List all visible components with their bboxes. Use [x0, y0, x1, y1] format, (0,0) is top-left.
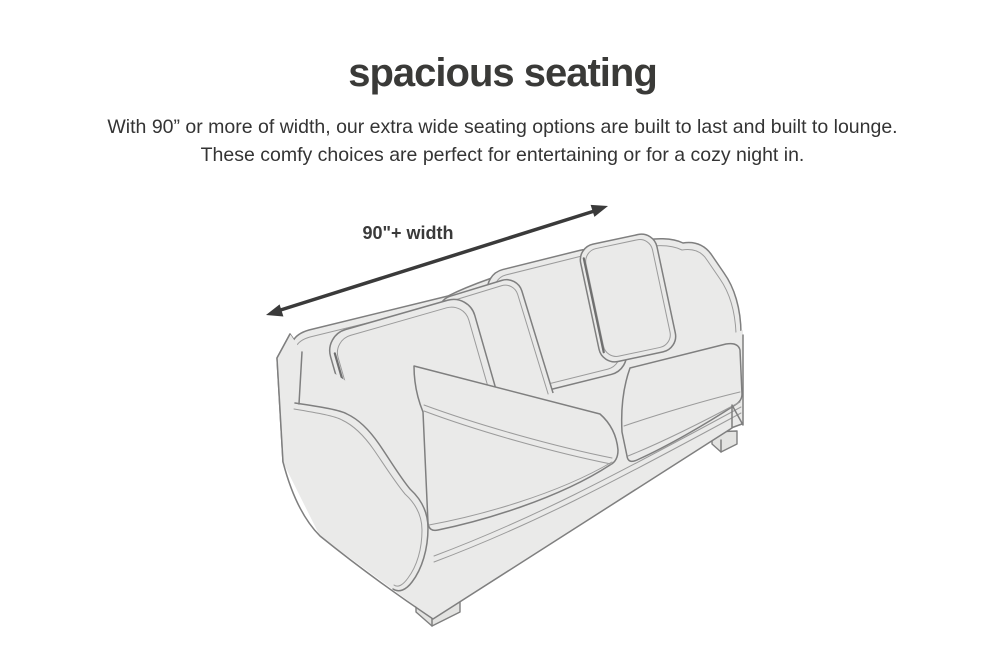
description-line-2: These comfy choices are perfect for entertaining or for a cozy night in.	[200, 143, 805, 166]
dimension-label: 90"+ width	[362, 223, 454, 243]
arrow-head-left	[266, 304, 283, 316]
arrow-head-right	[591, 205, 608, 217]
description-line-1: With 90” or more of width, our extra wide seating options are built to last and built to lounge.	[107, 116, 898, 138]
page-title: spacious seating	[348, 51, 657, 95]
